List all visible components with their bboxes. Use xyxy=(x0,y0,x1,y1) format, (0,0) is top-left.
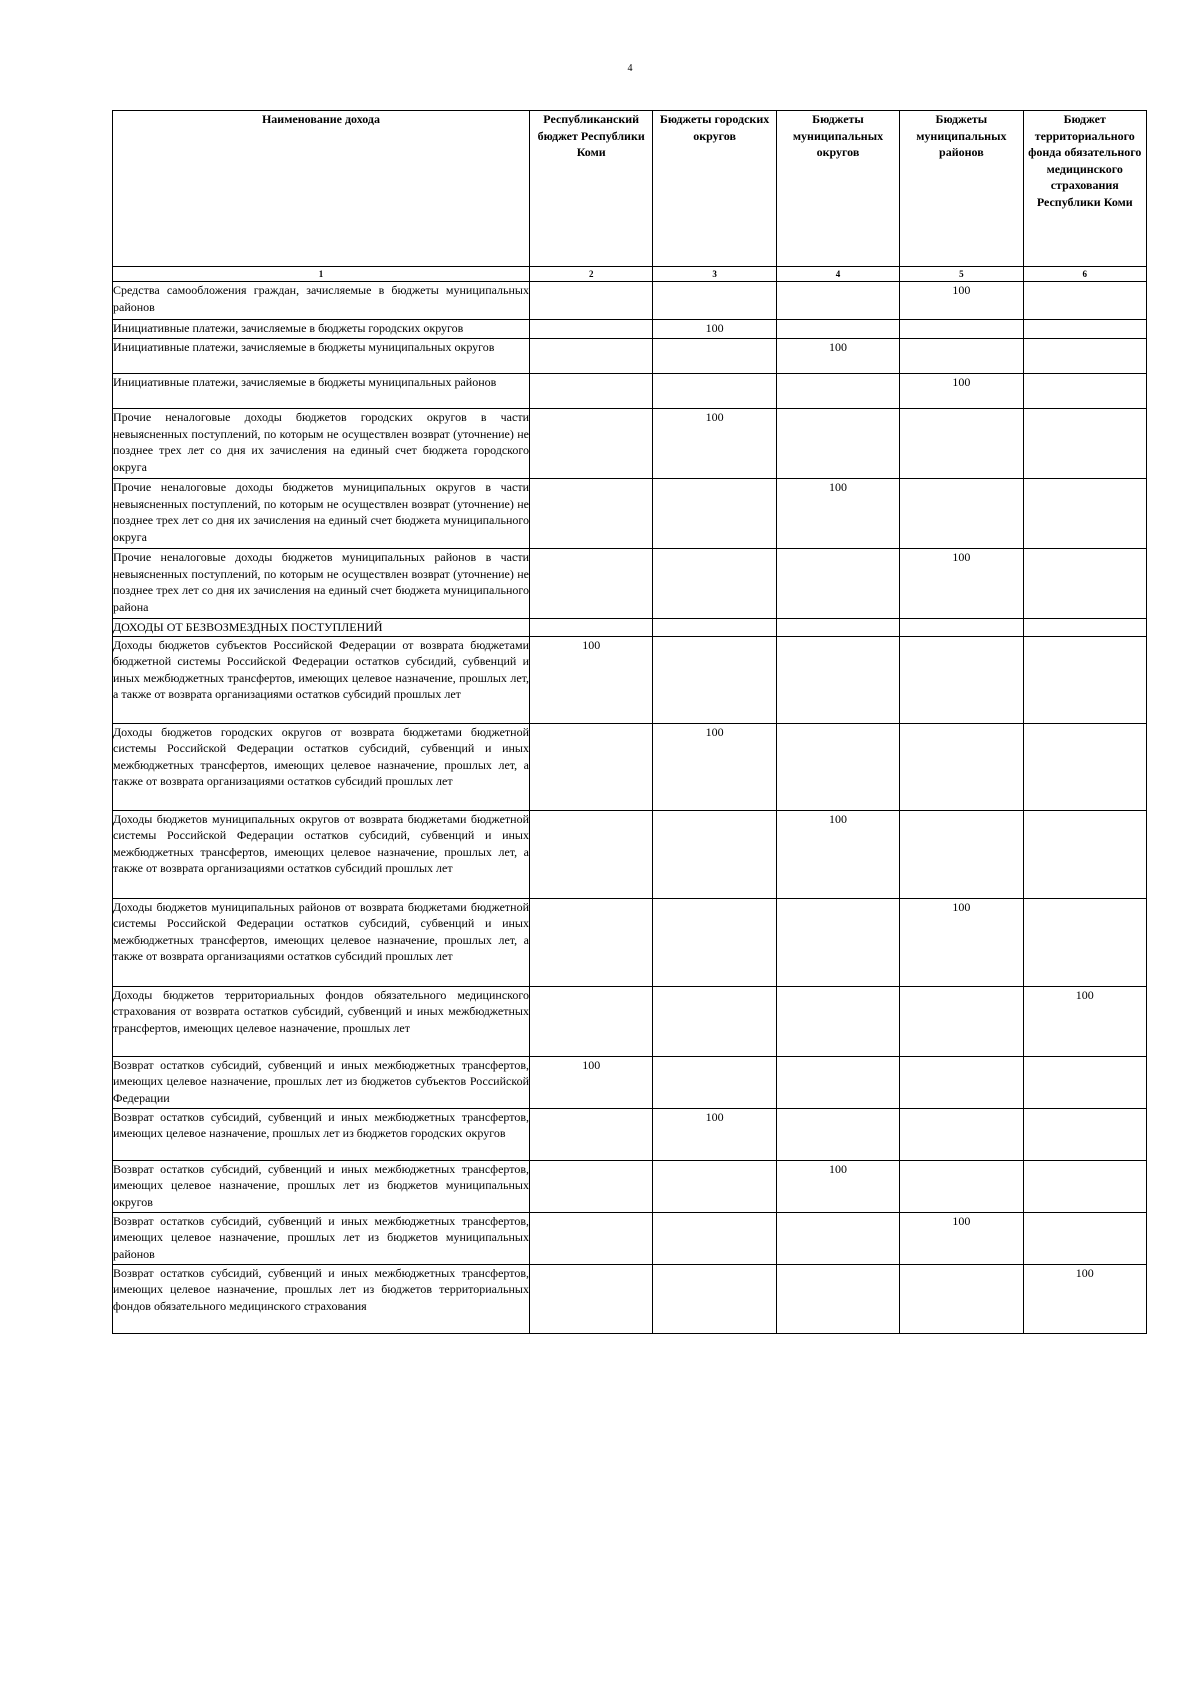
table-row xyxy=(113,1108,1147,1160)
share-percent-cell: 100 xyxy=(653,1108,776,1160)
share-percent-cell xyxy=(1023,636,1146,723)
revenue-name-cell: Возврат остатков субсидий, субвенций и иных межбюджетных трансфертов, имеющих целевое назначение, прошлых лет из бюджетов территориальных фондов обязательного медицинского страхования xyxy=(113,1264,530,1333)
section-title: ДОХОДЫ ОТ БЕЗВОЗМЕЗДНЫХ ПОСТУПЛЕНИЙ xyxy=(113,619,530,637)
column-number-row xyxy=(113,267,1147,282)
share-percent-cell xyxy=(530,898,653,986)
share-percent-cell xyxy=(653,1056,776,1108)
section-row xyxy=(113,619,1147,637)
table-cell xyxy=(1023,619,1146,637)
share-percent-cell xyxy=(530,723,653,810)
share-percent-cell xyxy=(1023,810,1146,898)
revenue-name-cell: Доходы бюджетов субъектов Российской Федерации от возврата бюджетами бюджетной системы Российской Федерации остатков субсидий, субвенций и иных межбюджетных трансфертов, имеющих целевое назначение, прошлых лет, а также от возврата организациями остатков субсидий прошлых лет xyxy=(113,636,530,723)
share-percent-cell xyxy=(900,1160,1023,1212)
share-percent-cell: 100 xyxy=(653,320,776,339)
share-percent-cell: 100 xyxy=(1023,1264,1146,1333)
share-percent-cell xyxy=(1023,409,1146,479)
table-row xyxy=(113,549,1147,619)
share-percent-cell xyxy=(776,409,899,479)
table-row xyxy=(113,898,1147,986)
share-percent-cell xyxy=(653,339,776,374)
header-municipal-rayon-budgets: Бюджеты муниципальных районов xyxy=(900,111,1023,267)
share-percent-cell xyxy=(530,282,653,320)
share-percent-cell xyxy=(1023,1108,1146,1160)
share-percent-cell xyxy=(1023,339,1146,374)
share-percent-cell xyxy=(653,1264,776,1333)
share-percent-cell xyxy=(530,810,653,898)
table-row xyxy=(113,374,1147,409)
share-percent-cell xyxy=(1023,479,1146,549)
table-cell xyxy=(900,619,1023,637)
revenue-name-cell: Возврат остатков субсидий, субвенций и иных межбюджетных трансфертов, имеющих целевое назначение, прошлых лет из бюджетов субъектов Российской Федерации xyxy=(113,1056,530,1108)
revenue-distribution-table xyxy=(112,110,1147,1334)
share-percent-cell: 100 xyxy=(1023,986,1146,1056)
revenue-name-cell: Возврат остатков субсидий, субвенций и иных межбюджетных трансфертов, имеющих целевое назначение, прошлых лет из бюджетов муниципальных округов xyxy=(113,1160,530,1212)
share-percent-cell xyxy=(900,986,1023,1056)
column-number: 2 xyxy=(530,267,653,282)
revenue-name-cell: Прочие неналоговые доходы бюджетов муниципальных округов в части невыясненных поступлений, по которым не осуществлен возврат (уточнение) не позднее трех лет со дня их зачисления на единый счет бюджета муниципального округа xyxy=(113,479,530,549)
share-percent-cell: 100 xyxy=(653,723,776,810)
revenue-name-cell: Возврат остатков субсидий, субвенций и иных межбюджетных трансфертов, имеющих целевое назначение, прошлых лет из бюджетов муниципальных районов xyxy=(113,1212,530,1264)
share-percent-cell xyxy=(776,1056,899,1108)
table-cell xyxy=(776,619,899,637)
share-percent-cell xyxy=(530,479,653,549)
share-percent-cell xyxy=(776,320,899,339)
table-cell xyxy=(653,619,776,637)
page-number: 4 xyxy=(627,63,633,74)
share-percent-cell xyxy=(653,986,776,1056)
share-percent-cell xyxy=(776,1108,899,1160)
share-percent-cell xyxy=(1023,1056,1146,1108)
share-percent-cell: 100 xyxy=(653,409,776,479)
share-percent-cell xyxy=(1023,282,1146,320)
revenue-name-cell: Доходы бюджетов городских округов от возврата бюджетами бюджетной системы Российской Федерации остатков субсидий, субвенций и иных межбюджетных трансфертов, имеющих целевое назначение, прошлых лет, а также от возврата организациями остатков субсидий прошлых лет xyxy=(113,723,530,810)
revenue-name-cell: Средства самообложения граждан, зачисляемые в бюджеты муниципальных районов xyxy=(113,282,530,320)
share-percent-cell: 100 xyxy=(776,1160,899,1212)
share-percent-cell xyxy=(900,339,1023,374)
share-percent-cell xyxy=(900,1264,1023,1333)
table-row xyxy=(113,723,1147,810)
column-number: 5 xyxy=(900,267,1023,282)
column-number: 4 xyxy=(776,267,899,282)
revenue-name-cell: Доходы бюджетов муниципальных округов от возврата бюджетами бюджетной системы Российской Федерации остатков субсидий, субвенций и иных межбюджетных трансфертов, имеющих целевое назначение, прошлых лет, а также от возврата организациями остатков субсидий прошлых лет xyxy=(113,810,530,898)
share-percent-cell: 100 xyxy=(776,339,899,374)
share-percent-cell xyxy=(653,1212,776,1264)
header-city-okrug-budgets: Бюджеты городских округов xyxy=(653,111,776,267)
share-percent-cell xyxy=(900,479,1023,549)
column-number: 6 xyxy=(1023,267,1146,282)
revenue-name-cell: Инициативные платежи, зачисляемые в бюджеты городских округов xyxy=(113,320,530,339)
table-body-gratuitous xyxy=(113,636,1147,1333)
share-percent-cell xyxy=(530,1212,653,1264)
share-percent-cell xyxy=(776,986,899,1056)
table-row xyxy=(113,320,1147,339)
share-percent-cell xyxy=(530,339,653,374)
revenue-name-cell: Прочие неналоговые доходы бюджетов муниципальных районов в части невыясненных поступлений, по которым не осуществлен возврат (уточнение) не позднее трех лет со дня их зачисления на единый счет бюджета муниципального района xyxy=(113,549,530,619)
table-row xyxy=(113,339,1147,374)
share-percent-cell xyxy=(653,898,776,986)
table-body-section xyxy=(113,619,1147,637)
share-percent-cell xyxy=(900,636,1023,723)
share-percent-cell xyxy=(776,723,899,810)
table-body-non-tax xyxy=(113,282,1147,619)
share-percent-cell: 100 xyxy=(776,810,899,898)
header-tfoms-budget: Бюджет территориального фонда обязательного медицинского страхования Республики Коми xyxy=(1023,111,1146,267)
share-percent-cell xyxy=(530,409,653,479)
share-percent-cell: 100 xyxy=(776,479,899,549)
share-percent-cell: 100 xyxy=(900,1212,1023,1264)
share-percent-cell xyxy=(1023,549,1146,619)
share-percent-cell xyxy=(1023,1160,1146,1212)
share-percent-cell xyxy=(653,636,776,723)
share-percent-cell xyxy=(776,374,899,409)
table-row xyxy=(113,1056,1147,1108)
share-percent-cell xyxy=(776,549,899,619)
share-percent-cell xyxy=(530,1108,653,1160)
share-percent-cell: 100 xyxy=(900,374,1023,409)
share-percent-cell xyxy=(653,549,776,619)
table-row xyxy=(113,810,1147,898)
share-percent-cell xyxy=(653,810,776,898)
share-percent-cell xyxy=(653,479,776,549)
header-revenue-name: Наименование дохода xyxy=(113,111,530,267)
table-row xyxy=(113,1160,1147,1212)
share-percent-cell xyxy=(530,1264,653,1333)
share-percent-cell xyxy=(530,986,653,1056)
revenue-name-cell: Инициативные платежи, зачисляемые в бюджеты муниципальных районов xyxy=(113,374,530,409)
table-row xyxy=(113,986,1147,1056)
share-percent-cell: 100 xyxy=(900,898,1023,986)
share-percent-cell xyxy=(900,723,1023,810)
table-row xyxy=(113,479,1147,549)
share-percent-cell xyxy=(530,549,653,619)
share-percent-cell xyxy=(1023,1212,1146,1264)
share-percent-cell xyxy=(530,320,653,339)
table-row xyxy=(113,1264,1147,1333)
share-percent-cell xyxy=(900,409,1023,479)
share-percent-cell xyxy=(530,374,653,409)
share-percent-cell xyxy=(776,898,899,986)
table-row xyxy=(113,409,1147,479)
share-percent-cell xyxy=(653,1160,776,1212)
revenue-name-cell: Доходы бюджетов территориальных фондов обязательного медицинского страхования от возврата остатков субсидий, субвенций и иных межбюджетных трансфертов, имеющих целевое назначение, прошлых лет xyxy=(113,986,530,1056)
share-percent-cell xyxy=(653,282,776,320)
share-percent-cell xyxy=(900,1108,1023,1160)
table-row xyxy=(113,1212,1147,1264)
share-percent-cell xyxy=(1023,320,1146,339)
share-percent-cell xyxy=(900,320,1023,339)
column-number: 1 xyxy=(113,267,530,282)
revenue-name-cell: Возврат остатков субсидий, субвенций и иных межбюджетных трансфертов, имеющих целевое назначение, прошлых лет из бюджетов городских округов xyxy=(113,1108,530,1160)
share-percent-cell xyxy=(653,374,776,409)
revenue-name-cell: Прочие неналоговые доходы бюджетов городских округов в части невыясненных поступлений, по которым не осуществлен возврат (уточнение) не позднее трех лет со дня их зачисления на единый счет бюджета городского округа xyxy=(113,409,530,479)
share-percent-cell xyxy=(776,1264,899,1333)
share-percent-cell xyxy=(530,1160,653,1212)
share-percent-cell: 100 xyxy=(900,549,1023,619)
share-percent-cell: 100 xyxy=(530,636,653,723)
share-percent-cell xyxy=(1023,898,1146,986)
share-percent-cell xyxy=(900,810,1023,898)
table-cell xyxy=(530,619,653,637)
table-header-row xyxy=(113,111,1147,267)
revenue-name-cell: Инициативные платежи, зачисляемые в бюджеты муниципальных округов xyxy=(113,339,530,374)
share-percent-cell xyxy=(900,1056,1023,1108)
share-percent-cell: 100 xyxy=(900,282,1023,320)
share-percent-cell xyxy=(1023,374,1146,409)
column-number: 3 xyxy=(653,267,776,282)
share-percent-cell: 100 xyxy=(530,1056,653,1108)
share-percent-cell xyxy=(776,1212,899,1264)
share-percent-cell xyxy=(1023,723,1146,810)
share-percent-cell xyxy=(776,282,899,320)
header-republican-budget: Республиканский бюджет Республики Коми xyxy=(530,111,653,267)
header-municipal-okrug-budgets: Бюджеты муниципальных округов xyxy=(776,111,899,267)
table-row xyxy=(113,636,1147,723)
revenue-name-cell: Доходы бюджетов муниципальных районов от возврата бюджетами бюджетной системы Российской Федерации остатков субсидий, субвенций и иных межбюджетных трансфертов, имеющих целевое назначение, прошлых лет, а также от возврата организациями остатков субсидий прошлых лет xyxy=(113,898,530,986)
table-row xyxy=(113,282,1147,320)
share-percent-cell xyxy=(776,636,899,723)
